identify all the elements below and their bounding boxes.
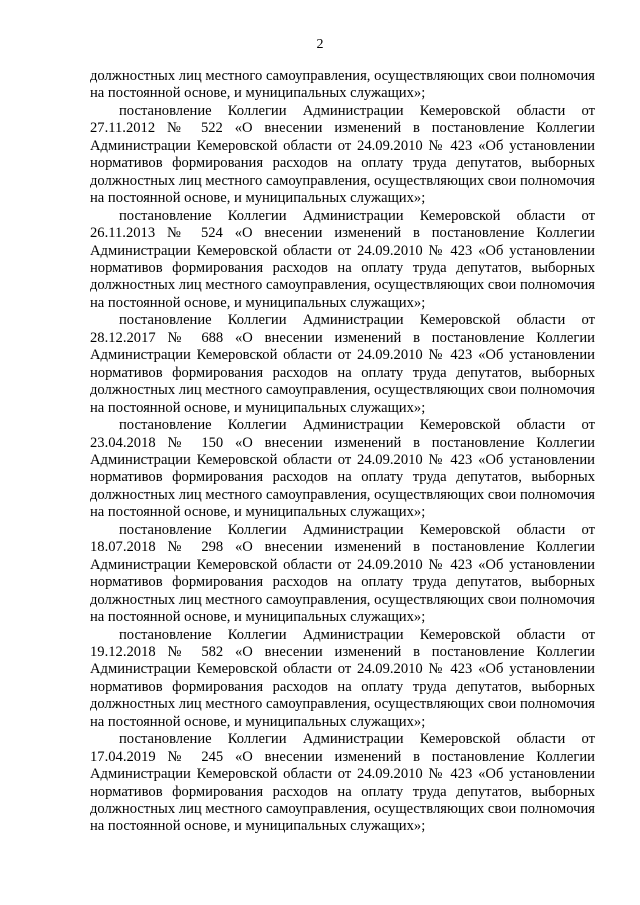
resolution-paragraph: постановление Коллегии Администрации Кемеровской области от 23.04.2018 № 150 «О внесении изменений в постановление Коллегии Администрации Кемеровской области от 24.09.2010 № 423 «Об установлении нормативов формирования расходов на оплату труда депутатов, выборных должностных лиц местного самоуправления, осуществляющих свои полномочия на постоянной основе, и муниципальных служащих»;	[90, 417, 595, 521]
resolution-paragraph: постановление Коллегии Администрации Кемеровской области от 19.12.2018 № 582 «О внесении изменений в постановление Коллегии Администрации Кемеровской области от 24.09.2010 № 423 «Об установлении нормативов формирования расходов на оплату труда депутатов, выборных должностных лиц местного самоуправления, осуществляющих свои полномочия на постоянной основе, и муниципальных служащих»;	[90, 626, 595, 730]
document-body	[90, 68, 595, 836]
page-number: 2	[316, 37, 324, 52]
resolution-paragraph: постановление Коллегии Администрации Кемеровской области от 26.11.2013 № 524 «О внесении изменений в постановление Коллегии Администрации Кемеровской области от 24.09.2010 № 423 «Об установлении нормативов формирования расходов на оплату труда депутатов, выборных должностных лиц местного самоуправления, осуществляющих свои полномочия на постоянной основе, и муниципальных служащих»;	[90, 207, 595, 311]
resolution-paragraph: постановление Коллегии Администрации Кемеровской области от 17.04.2019 № 245 «О внесении изменений в постановление Коллегии Администрации Кемеровской области от 24.09.2010 № 423 «Об установлении нормативов формирования расходов на оплату труда депутатов, выборных должностных лиц местного самоуправления, осуществляющих свои полномочия на постоянной основе, и муниципальных служащих»;	[90, 731, 595, 835]
resolution-paragraph: постановление Коллегии Администрации Кемеровской области от 27.11.2012 № 522 «О внесении изменений в постановление Коллегии Администрации Кемеровской области от 24.09.2010 № 423 «Об установлении нормативов формирования расходов на оплату труда депутатов, выборных должностных лиц местного самоуправления, осуществляющих свои полномочия на постоянной основе, и муниципальных служащих»;	[90, 102, 595, 207]
continuation-paragraph: должностных лиц местного самоуправления, осуществляющих свои полномочия на постоянной основе, и муниципальных служащих»;	[90, 68, 595, 102]
resolution-paragraph: постановление Коллегии Администрации Кемеровской области от 28.12.2017 № 688 «О внесении изменений в постановление Коллегии Администрации Кемеровской области от 24.09.2010 № 423 «Об установлении нормативов формирования расходов на оплату труда депутатов, выборных должностных лиц местного самоуправления, осуществляющих свои полномочия на постоянной основе, и муниципальных служащих»;	[90, 312, 595, 416]
resolution-paragraph: постановление Коллегии Администрации Кемеровской области от 18.07.2018 № 298 «О внесении изменений в постановление Коллегии Администрации Кемеровской области от 24.09.2010 № 423 «Об установлении нормативов формирования расходов на оплату труда депутатов, выборных должностных лиц местного самоуправления, осуществляющих свои полномочия на постоянной основе, и муниципальных служащих»;	[90, 521, 595, 626]
